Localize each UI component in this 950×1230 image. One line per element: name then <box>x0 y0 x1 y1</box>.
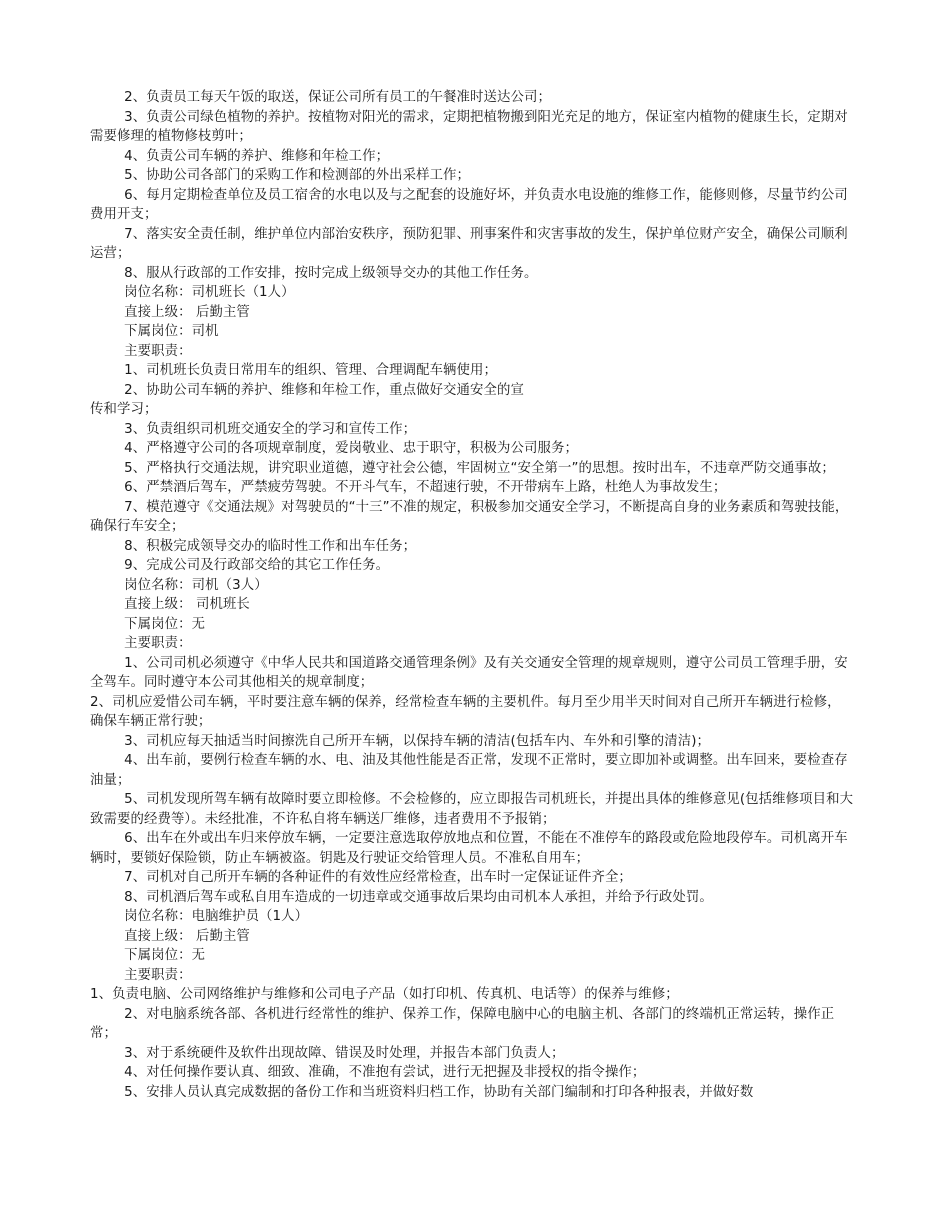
paragraph: 直接上级： 司机班长 <box>124 597 250 612</box>
paragraph: 8、司机酒后驾车或私自用车造成的一切违章或交通事故后果均由司机本人承担，并给予行政处罚。 <box>124 889 713 905</box>
paragraph: 传和学习； <box>90 402 158 417</box>
paragraph: 5、安排人员认真完成数据的备份工作和当班资料归档工作，协助有关部门编制和打印各种报表，并做好数 <box>124 1084 754 1100</box>
paragraph: 6、严禁酒后驾车，严禁疲劳驾驶。不开斗气车，不超速行驶，不开带病车上路，杜绝人为事故发生； <box>124 480 727 495</box>
paragraph: 下属岗位：无 <box>124 948 206 963</box>
paragraph: 主要职责： <box>124 343 192 359</box>
paragraph: 4、负责公司车辆的养护、维修和年检工作； <box>124 148 390 164</box>
paragraph: 4、出车前，要例行检查车辆的水、电、油及其他性能是否正常，发现不正常时，要立即加补或调整。出车回来，要检查存油量； <box>90 753 848 788</box>
document-body <box>90 88 854 1102</box>
paragraph: 1、司机班长负责日常用车的组织、管理、合理调配车辆使用； <box>124 363 498 378</box>
paragraph: 直接上级： 后勤主管 <box>124 928 250 944</box>
paragraph: 8、服从行政部的工作安排，按时完成上级领导交办的其他工作任务。 <box>124 265 538 281</box>
paragraph: 2、司机应爱惜公司车辆，平时要注意车辆的保养，经常检查车辆的主要机件。每月至少用半天时间对自己所开车辆进行检修，确保车辆正常行驶； <box>90 694 841 729</box>
paragraph: 岗位名称：司机（3人） <box>124 577 268 593</box>
paragraph: 3、负责公司绿色植物的养护。按植物对阳光的需求，定期把植物搬到阳光充足的地方，保证室内植物的健康生长，定期对需要修理的植物修枝剪叶； <box>90 109 848 144</box>
paragraph: 2、负责员工每天午饭的取送，保证公司所有员工的午餐准时送达公司； <box>124 90 551 105</box>
paragraph: 5、协助公司各部门的采购工作和检测部的外出采样工作； <box>124 168 471 183</box>
paragraph: 4、严格遵守公司的各项规章制度，爱岗敬业、忠于职守，积极为公司服务； <box>124 441 578 456</box>
paragraph: 下属岗位：司机 <box>124 324 219 339</box>
paragraph: 直接上级： 后勤主管 <box>124 304 250 320</box>
paragraph: 8、积极完成领导交办的临时性工作和出车任务； <box>124 538 417 554</box>
paragraph: 3、负责组织司机班交通安全的学习和宣传工作； <box>124 421 417 437</box>
paragraph: 2、协助公司车辆的养护、维修和年检工作，重点做好交通安全的宣 <box>124 382 525 398</box>
paragraph: 7、司机对自己所开车辆的各种证件的有效性应经常检查，出车时一定保证证件齐全； <box>124 870 632 885</box>
paragraph: 3、对于系统硬件及软件出现故障、错误及时处理，并报告本部门负责人； <box>124 1045 565 1061</box>
paragraph: 9、完成公司及行政部交给的其它工作任务。 <box>124 558 390 573</box>
paragraph: 岗位名称：司机班长（1人） <box>124 285 295 300</box>
paragraph: 3、司机应每天抽适当时间擦洗自己所开车辆，以保持车辆的清洁(包括车内、车外和引擎的清洁)； <box>124 733 711 749</box>
paragraph: 2、对电脑系统各部、各机进行经常性的维护、保养工作，保障电脑中心的电脑主机、各部门的终端机正常运转，操作正常； <box>90 1006 835 1041</box>
paragraph: 主要职责： <box>124 636 192 651</box>
paragraph: 7、模范遵守《交通法规》对驾驶员的“十三”不准的规定，积极参加交通安全学习，不断提高自身的业务素质和驾驶技能，确保行车安全； <box>90 499 849 534</box>
paragraph: 1、公司司机必须遵守《中华人民共和国道路交通管理条例》及有关交通安全管理的规章规则，遵守公司员工管理手册，安全驾车。同时遵守本公司其他相关的规章制度； <box>90 655 848 690</box>
paragraph: 5、司机发现所驾车辆有故障时要立即检修。不会检修的，应立即报告司机班长，并提出具体的维修意见(包括维修项目和大致需要的经费等）。未经批准，不许私自将车辆送厂维修，违者费用不予报销； <box>90 792 854 827</box>
paragraph: 5、严格执行交通法规，讲究职业道德，遵守社会公德，牢固树立“安全第一”的思想。按时出车，不违章严防交通事故； <box>124 460 835 476</box>
paragraph: 7、落实安全责任制，维护单位内部治安秩序，预防犯罪、刑事案件和灾害事故的发生，保护单位财产安全，确保公司顺利运营； <box>90 226 848 261</box>
paragraph: 4、对任何操作要认真、细致、准确，不准抱有尝试，进行无把握及非授权的指令操作； <box>124 1065 646 1080</box>
paragraph: 6、每月定期检查单位及员工宿舍的水电以及与之配套的设施好坏，并负责水电设施的维修工作，能修则修，尽量节约公司费用开支； <box>90 187 848 222</box>
paragraph: 6、出车在外或出车归来停放车辆，一定要注意选取停放地点和位置，不能在不准停车的路段或危险地段停车。司机离开车辆时，要锁好保险锁，防止车辆被盗。钥匙及行驶证交给管理人员。不准私自用车； <box>90 831 848 866</box>
paragraph: 岗位名称：电脑维护员（1人） <box>124 909 309 924</box>
paragraph: 主要职责： <box>124 967 192 983</box>
paragraph: 下属岗位：无 <box>124 616 206 632</box>
paragraph: 1、负责电脑、公司网络维护与维修和公司电子产品（如打印机、传真机、电话等）的保养与维修； <box>90 987 679 1002</box>
